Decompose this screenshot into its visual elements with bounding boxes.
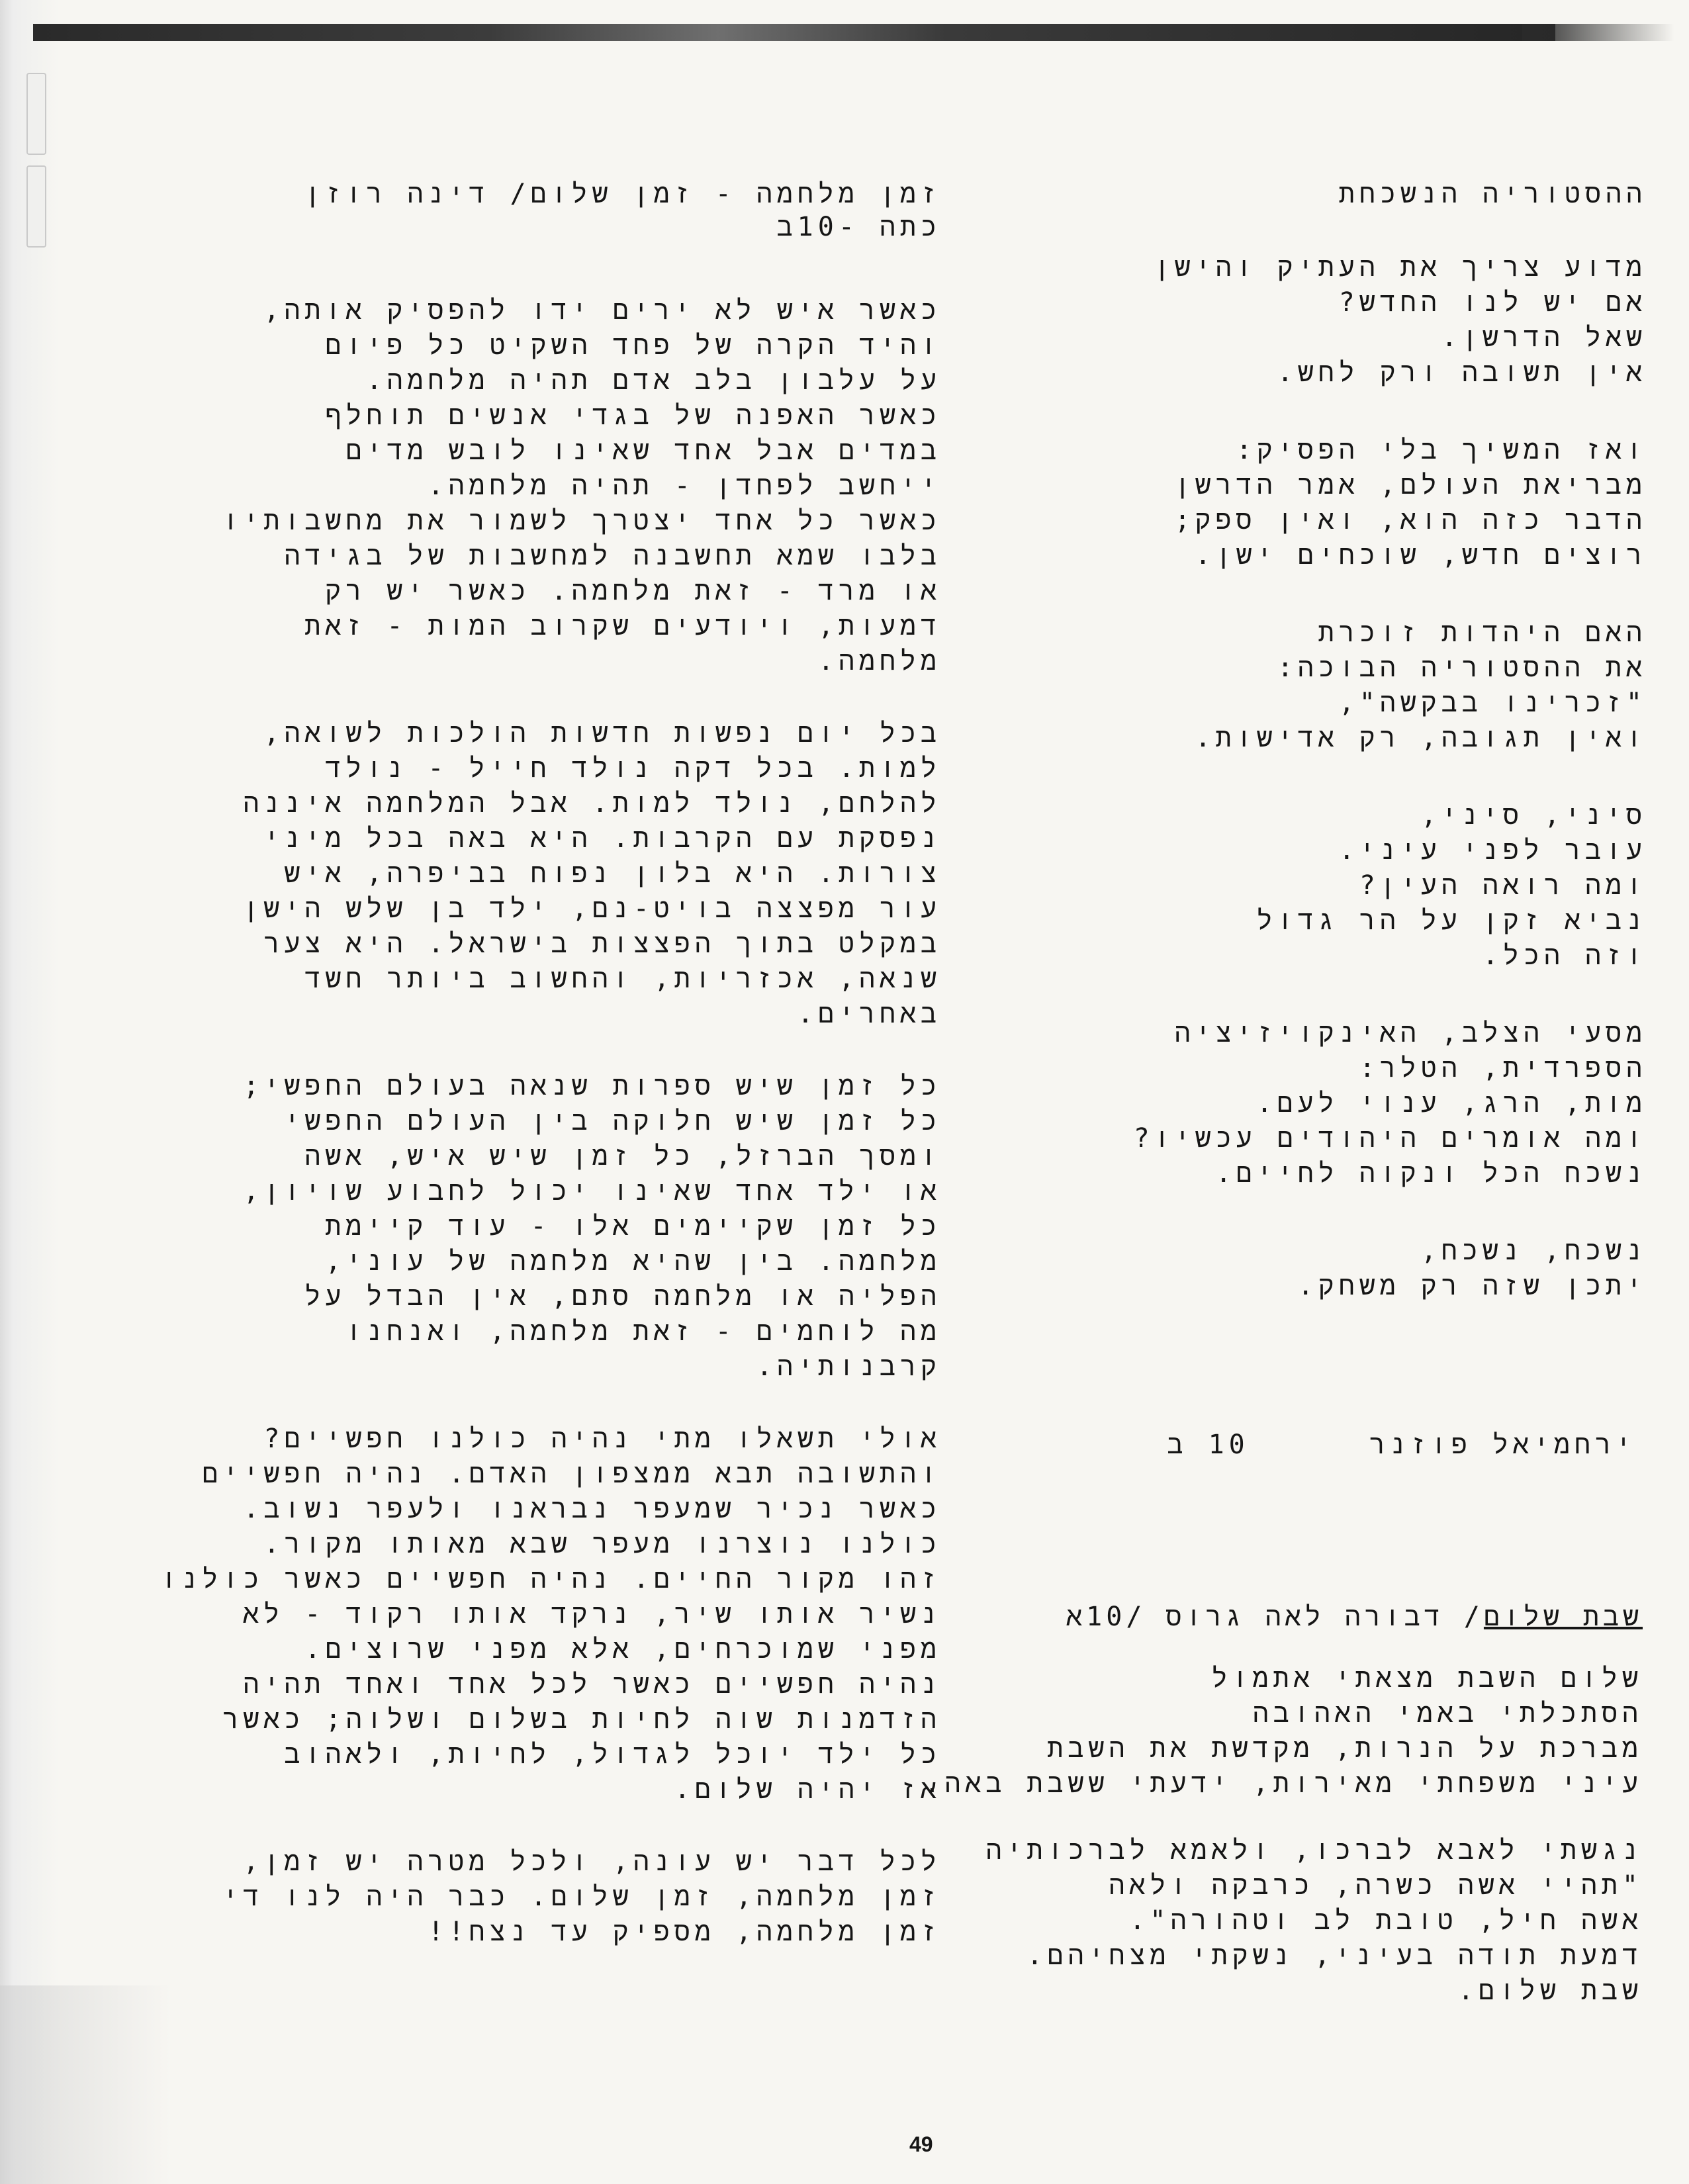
text-line: שבת שלום. bbox=[1457, 1976, 1643, 2006]
text-line: דמעת תודה בעיני, נשקתי מצחיהם. bbox=[1027, 1940, 1643, 1971]
text-line: ואין תגובה, רק אדישות. bbox=[1195, 723, 1647, 753]
text-line: או מרד - זאת מלחמה. כאשר יש רק bbox=[325, 576, 941, 606]
text-line: ומה אומרים היהודים עכשיו? bbox=[1133, 1123, 1647, 1154]
stanza bbox=[945, 250, 1647, 390]
essay-war-peace bbox=[161, 177, 941, 1987]
text-line: אין תשובה ורק לחש. bbox=[1277, 357, 1647, 388]
text-line: זהו מקור החיים. נהיה חפשיים כאשר כולנו bbox=[161, 1564, 941, 1594]
text-line: למות. בכל דקה נולד חייל - נולד bbox=[325, 753, 941, 784]
text-line: מלחמה. bbox=[817, 646, 941, 676]
poem-signature bbox=[1167, 1430, 1637, 1462]
text-line: מלחמה. בין שהיא מלחמה של עוני, bbox=[325, 1246, 941, 1277]
text-line: וזה הכל. bbox=[1482, 940, 1647, 971]
text-line: מבריאת העולם, אמר הדרשן bbox=[1174, 470, 1647, 500]
stanza bbox=[915, 1661, 1643, 1801]
text-line: לכל דבר יש עונה, ולכל מטרה יש זמן, bbox=[243, 1846, 941, 1877]
text-line: במדים אבל אחד שאינו לובש מדים bbox=[345, 435, 941, 466]
text-line: עובר לפני עיני. bbox=[1338, 835, 1647, 866]
text-line: כאשר כל אחד יצטרך לשמור את מחשבותיו bbox=[222, 506, 941, 536]
text-line: דמעות, ויודעים שקרוב המות - זאת bbox=[304, 611, 941, 641]
text-line: אז יהיה שלום. bbox=[674, 1774, 941, 1805]
text-line: כל ילד יוכל לגדול, לחיות, ולאהוב bbox=[284, 1739, 941, 1770]
text-line: נגשתי לאבא לברכו, ולאמא לברכותיה bbox=[985, 1835, 1643, 1866]
essay-body bbox=[161, 293, 941, 1950]
text-line: מפני שמוכרחים, אלא מפני שרוצים. bbox=[304, 1634, 941, 1664]
text-line: ואז המשיך בלי הפסיק: bbox=[1236, 435, 1647, 465]
text-line: הספרדית, הטלר: bbox=[1359, 1053, 1647, 1083]
stanza bbox=[161, 1422, 941, 1807]
text-line: כל זמן שקיימים אלו - עוד קיימת bbox=[325, 1211, 941, 1242]
scan-top-bar bbox=[33, 24, 1555, 41]
text-line: בכל יום נפשות חדשות הולכות לשואה, bbox=[263, 718, 941, 749]
text-line: הסתכלתי באמי האהובה bbox=[1252, 1698, 1643, 1729]
text-line: עור מפצצה בויט-נם, ילד בן שלש הישן bbox=[243, 893, 941, 924]
essay-class: כתה -10ב bbox=[776, 212, 941, 242]
text-line: "זכרינו בבקשה", bbox=[1338, 688, 1647, 718]
text-line: על עלבון בלב אדם תהיה מלחמה. bbox=[366, 365, 941, 396]
poem-title-underlined: שבת שלום bbox=[1483, 1602, 1643, 1632]
poem-shabbat-shalom bbox=[915, 1661, 1643, 2040]
stanza bbox=[945, 1234, 1647, 1304]
text-line: כולנו נוצרנו מעפר שבא מאותו מקור. bbox=[263, 1529, 941, 1559]
text-line: צורות. היא בלון נפוח בביפרה, איש bbox=[284, 858, 941, 889]
text-line: במקלט בתוך הפצצות בישראל. היא צער bbox=[263, 929, 941, 959]
text-line: שלום השבת מצאתי אתמול bbox=[1211, 1663, 1643, 1694]
text-line: או ילד אחד שאינו יכול לחבוע שויון, bbox=[243, 1176, 941, 1206]
stanza bbox=[243, 716, 941, 1032]
text-line: סיני, סיני, bbox=[1420, 800, 1647, 831]
poem-title-byline: / דבורה לאה גרוס /10א bbox=[1066, 1602, 1484, 1632]
text-line: זמן מלחמה, זמן שלום. כבר היה לנו די bbox=[222, 1882, 941, 1912]
page-number: 49 bbox=[909, 2132, 933, 2156]
stanza bbox=[945, 433, 1647, 573]
text-line: קרבנותיה. bbox=[756, 1351, 941, 1382]
text-line: מות, הרג, ענוי לעם. bbox=[1256, 1088, 1647, 1118]
stanza bbox=[945, 798, 1647, 974]
poem-body bbox=[915, 1661, 1643, 2009]
text-line: "תהיי אשה כשרה, כרבקה ולאה bbox=[1109, 1870, 1643, 1901]
text-line: האם היהדות זוכרת bbox=[1318, 617, 1647, 648]
poem-body bbox=[945, 250, 1647, 1304]
stanza bbox=[222, 1844, 941, 1950]
text-line: להלחם, נולד למות. אבל המלחמה איננה bbox=[243, 788, 941, 819]
author-class: 10 ב bbox=[1167, 1430, 1250, 1460]
text-line: באחרים. bbox=[797, 999, 941, 1029]
text-line: הדבר כזה הוא, ואין ספק; bbox=[1174, 505, 1647, 535]
text-line: זמן מלחמה, מספיק עד נצח!! bbox=[428, 1917, 941, 1947]
text-line: ומסך הברזל, כל זמן שיש איש, אשה bbox=[304, 1141, 941, 1171]
text-line: כל זמן שיש חלוקה בין העולם החפשי bbox=[284, 1106, 941, 1136]
text-line: הפליה או מלחמה סתם, אין הבדל על bbox=[304, 1281, 941, 1312]
text-line: אם יש לנו החדש? bbox=[1338, 287, 1647, 318]
text-line: והיד הקרה של פחד השקיט כל פיום bbox=[325, 330, 941, 361]
text-line: הזדמנות שוה לחיות בשלום ושלוה; כאשר bbox=[222, 1704, 941, 1735]
poem-forgotten-history bbox=[945, 177, 1647, 1346]
text-line: נשכח, נשכח, bbox=[1420, 1236, 1647, 1266]
text-line: עיני משפחתי מאירות, ידעתי ששבת באה. bbox=[924, 1768, 1643, 1799]
text-line: נשיר אותו שיר, נרקד אותו רקוד - לא bbox=[243, 1599, 941, 1629]
text-line: בלבו שמא תחשבנה למחשבות של בגידה bbox=[284, 541, 941, 571]
stanza bbox=[222, 293, 941, 679]
punch-hole bbox=[26, 73, 46, 155]
stanza bbox=[945, 1016, 1647, 1191]
text-line: כאשר איש לא ירים ידו להפסיק אותה, bbox=[263, 295, 941, 326]
text-line: ייחשב לפחדן - תהיה מלחמה. bbox=[428, 471, 941, 501]
text-line: יתכן שזה רק משחק. bbox=[1297, 1271, 1647, 1301]
stanza bbox=[915, 1833, 1643, 2009]
text-line: נפסקת עם הקרבות. היא באה בכל מיני bbox=[263, 823, 941, 854]
text-line: אולי תשאלו מתי נהיה כולנו חפשיים? bbox=[263, 1424, 941, 1454]
text-line: והתשובה תבא ממצפון האדם. נהיה חפשיים bbox=[202, 1459, 941, 1489]
essay-title: זמן מלחמה - זמן שלום/ דינה רוזן bbox=[304, 179, 941, 209]
author-name: ירחמיאל פוזנר bbox=[1369, 1430, 1636, 1460]
text-line: אשה חיל, טובת לב וטהורה". bbox=[1129, 1905, 1643, 1936]
text-line: מדוע צריך את העתיק והישן bbox=[1154, 252, 1647, 283]
text-line: רוצים חדש, שוכחים ישן. bbox=[1195, 540, 1647, 570]
text-line: ומה רואה העין? bbox=[1359, 870, 1647, 901]
text-line: נביא זקן על הר גדול bbox=[1256, 905, 1647, 936]
text-line: כאשר האפנה של בגדי אנשים תוחלף bbox=[325, 400, 941, 431]
poem-title: ההסטוריה הנשכחת bbox=[1338, 179, 1647, 209]
text-line: שאל הדרשן. bbox=[1441, 322, 1647, 353]
stanza bbox=[945, 615, 1647, 756]
text-line: את ההסטוריה הבוכה: bbox=[1277, 653, 1647, 683]
poem-title-shabbat bbox=[1066, 1602, 1643, 1634]
text-line: מסעי הצלב, האינקויזיציה bbox=[1174, 1018, 1647, 1048]
text-line: שנאה, אכזריות, והחשוב ביותר חשד bbox=[304, 964, 941, 994]
scan-shadow bbox=[0, 1985, 172, 2184]
text-line: נהיה חפשיים כאשר לכל אחד ואחד תהיה bbox=[243, 1669, 941, 1700]
stanza bbox=[243, 1069, 941, 1385]
text-line: נשכח הכל ונקוה לחיים. bbox=[1215, 1158, 1647, 1189]
scan-top-bar-fade bbox=[1522, 24, 1674, 41]
text-line: כאשר נכיר שמעפר נבראנו ולעפר נשוב. bbox=[243, 1494, 941, 1524]
text-line: מברכת על הנרות, מקדשת את השבת bbox=[1047, 1733, 1643, 1764]
text-line: מה לוחמים - זאת מלחמה, ואנחנו bbox=[345, 1316, 941, 1347]
text-line: כל זמן שיש ספרות שנאה בעולם החפשי; bbox=[243, 1071, 941, 1101]
binding-margin bbox=[0, 0, 60, 2184]
punch-hole bbox=[26, 165, 46, 248]
